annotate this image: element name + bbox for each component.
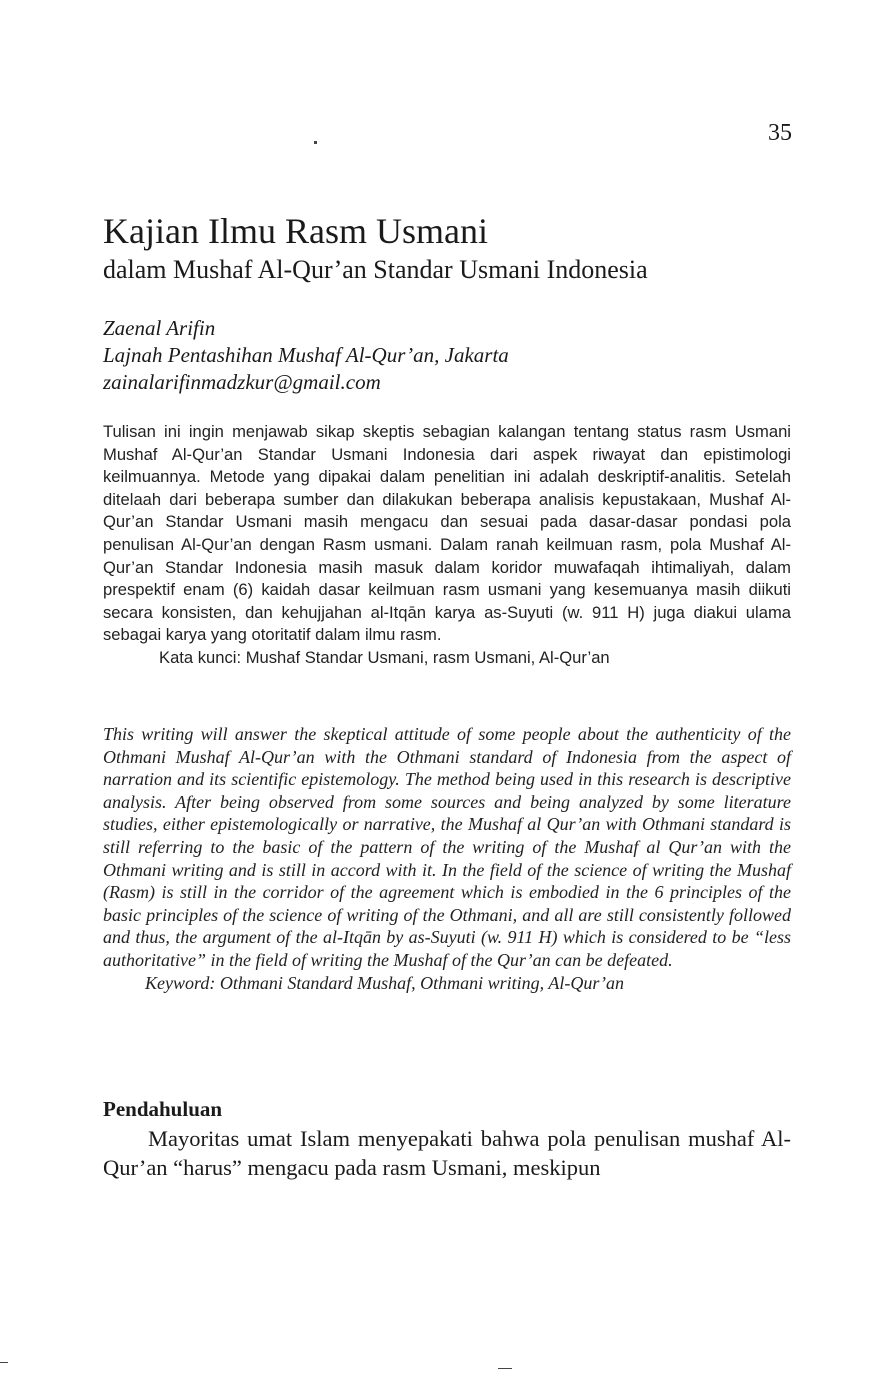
scan-mark bbox=[498, 1368, 512, 1369]
article-title: Kajian Ilmu Rasm Usmani bbox=[103, 211, 488, 251]
author-name: Zaenal Arifin bbox=[103, 316, 216, 340]
abstract-indonesian-text: Tulisan ini ingin menjawab sikap skeptis sebagian kalangan tentang status rasm Usmani Mushaf Al-Qur’an Standar Usmani Indonesia dari aspek riwayat dan epistimologi keilmuannya. Metode yang dipakai dalam penelitian ini adalah deskriptif-analitis. Setelah ditelaah dari beberapa sumber dan dilakukan beberapa analisis kepustakaan, Mushaf Al-Qur’an Standar Usmani masih mengacu dan sesuai pada dasar-dasar pondasi pola penulisan Al-Qur’an dengan Rasm usmani. Dalam ranah keilmuan rasm, pola Mushaf Al-Qur’an Standar Indonesia masih masuk dalam koridor muwafaqah ihtimaliyah, dalam prespektif enam (6) kaidah dasar keilmuan rasm usmani yang kesemuanya masih diikuti secara konsisten, dan kehujjahan al-Itqān karya as-Suyuti (w. 911 H) juga diakui ulama sebagai karya yang otoritatif dalam ilmu rasm. bbox=[103, 422, 791, 645]
abstract-indonesian-keywords: Kata kunci: Mushaf Standar Usmani, rasm Usmani, Al-Qur’an bbox=[159, 647, 610, 667]
author-affiliation: Lajnah Pentashihan Mushaf Al-Qur’an, Jakarta bbox=[103, 343, 509, 367]
page-number: 35 bbox=[768, 120, 792, 146]
section-heading: Pendahuluan bbox=[103, 1097, 223, 1121]
abstract-english-keywords: Keyword: Othmani Standard Mushaf, Othmani writing, Al-Qur’an bbox=[145, 972, 625, 993]
section-intro bbox=[103, 1124, 791, 1182]
scan-mark bbox=[314, 141, 317, 144]
scan-mark bbox=[0, 1362, 8, 1363]
abstract-english bbox=[103, 723, 791, 994]
article-subtitle: dalam Mushaf Al-Qur’an Standar Usmani Indonesia bbox=[103, 255, 648, 284]
section-intro-text: Mayoritas umat Islam menyepakati bahwa pola penulisan mushaf Al-Qur’an “harus” mengacu pada rasm Usmani, meskipun bbox=[103, 1126, 791, 1180]
abstract-english-text: This writing will answer the skeptical attitude of some people about the authenticity of the Othmani Mushaf Al-Qur’an with the Othmani standard of Indonesia from the aspect of narration and its scientific epistemology. The method being used in this research is descriptive analysis. After being observed from some sources and being analyzed by some literature studies, either epistemologically or narrative, the Mushaf al Qur’an with Othmani standard is still referring to the basic of the pattern of the writing of the Mushaf al Qur’an with the Othmani writing and is still in accord with it. In the field of the science of writing the Mushaf (Rasm) is still in the corridor of the agreement which is embodied in the 6 principles of the basic principles of the science of writing of the Othmani, and all are still consistently followed and thus, the argument of the al-Itqān by as-Suyuti (w. 911 H) which is considered to be “less authoritative” in the field of writing the Mushaf of the Qur’an can be defeated. bbox=[103, 724, 791, 970]
author-email: zainalarifinmadzkur@gmail.com bbox=[103, 370, 381, 394]
abstract-indonesian bbox=[103, 421, 791, 670]
